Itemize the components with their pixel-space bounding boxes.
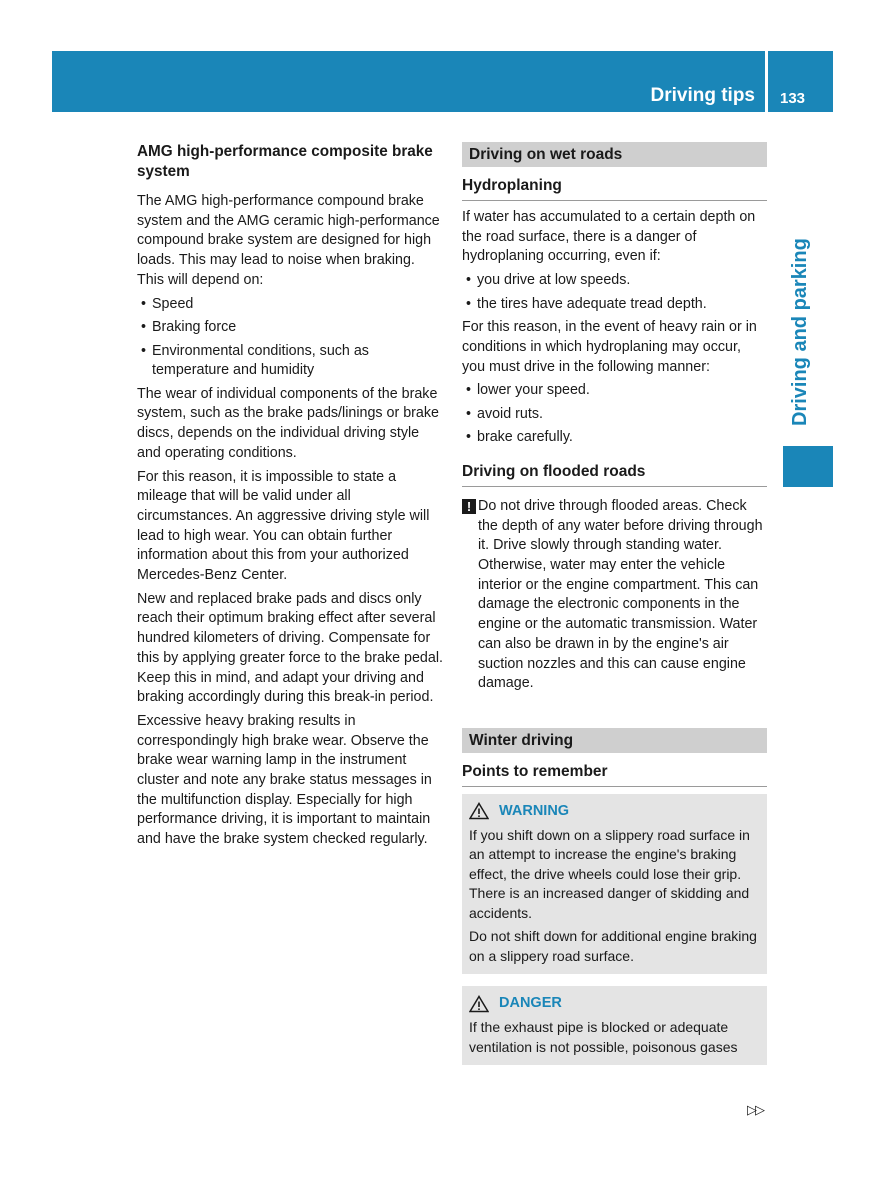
- paragraph: New and replaced brake pads and discs only reach their optimum braking effect after several hundred kilometers of driving. Compensate for this by applying greater force to the brake pedal. Keep this in mind, and adapt your driving and braking accordingly during this break-in period.: [137, 590, 443, 706]
- paragraph: Excessive heavy braking results in correspondingly high brake wear. Observe the brake wear warning lamp in the instrument cluster and note any brake status messages in the multifunction display. Especially for high performance driving, it is important to maintain and have the brake system checked regularly.: [137, 712, 432, 848]
- warning-label: WARNING: [499, 802, 570, 819]
- list-item: • Speed: [137, 295, 443, 315]
- warning-title: [469, 802, 760, 821]
- section-bar-winter-driving: Winter driving: [462, 728, 767, 753]
- danger-box: [462, 986, 767, 1065]
- paragraph: Do not shift down for additional engine braking on a slippery road surface.: [469, 928, 757, 964]
- list-item: • the tires have adequate tread depth.: [462, 295, 767, 315]
- left-column: [137, 142, 443, 854]
- paragraph: If the exhaust pipe is blocked or adequate ventilation is not possible, poisonous gases: [469, 1019, 738, 1055]
- note-text: Do not drive through flooded areas. Check the depth of any water before driving through it. Drive slowly through standing water. Otherwise, water may enter the vehicle interior or the engine compartment. This can damage the electronic components in the engine or the automatic transmission. Water can also be drawn in by the engine's air suction nozzles and this can cause engine damage.: [478, 497, 763, 692]
- header-bar: [52, 51, 765, 112]
- paragraph: The AMG high-performance compound brake system and the AMG ceramic high-performance compound brake system are designed for high loads. This may lead to noise when braking. This will depend on:: [137, 193, 440, 288]
- list-item: • lower your speed.: [462, 381, 767, 401]
- list-item: • Environmental conditions, such as temperature and humidity: [137, 342, 443, 381]
- section-bar-wet-roads: Driving on wet roads: [462, 142, 767, 167]
- subheading-flooded-roads: Driving on flooded roads: [462, 462, 767, 487]
- right-column: [462, 142, 767, 1065]
- list-item: • you drive at low speeds.: [462, 271, 767, 291]
- paragraph: For this reason, it is impossible to state a mileage that will be valid under all circumstances. An aggressive driving style will lead to high wear. You can obtain further information about this from your authorized Mercedes-Benz Center.: [137, 468, 430, 584]
- subheading-points-to-remember: Points to remember: [462, 762, 767, 787]
- list-item: • Braking force: [137, 318, 443, 338]
- warning-box: [462, 794, 767, 975]
- caution-note: [462, 497, 767, 694]
- side-tab-marker: [783, 446, 833, 487]
- list-item: • brake carefully.: [462, 428, 767, 448]
- page-number: 133: [780, 90, 806, 107]
- page-title: Driving tips: [650, 85, 755, 106]
- warning-triangle-icon: [469, 802, 489, 820]
- paragraph: If water has accumulated to a certain depth on the road surface, there is a danger of hydroplaning occurring, even if:: [462, 209, 756, 265]
- side-tab-label: Driving and parking: [789, 238, 811, 426]
- paragraph: If you shift down on a slippery road surface in an attempt to increase the engine's braking effect, the drive wheels could lose their grip. There is an increased danger of skidding and accidents.: [469, 826, 750, 921]
- danger-title: [469, 994, 760, 1013]
- section-heading: AMG high-performance composite brake system: [137, 143, 433, 180]
- subheading-hydroplaning: Hydroplaning: [462, 176, 767, 201]
- page-number-box: [768, 51, 833, 112]
- list-item: • avoid ruts.: [462, 405, 767, 425]
- paragraph: The wear of individual components of the brake system, such as the brake pads/linings or brake discs, depends on the individual driving style and operating conditions.: [137, 385, 439, 461]
- danger-label: DANGER: [499, 995, 562, 1012]
- exclamation-icon: !: [462, 499, 476, 514]
- continue-arrow-icon: ▷▷: [747, 1102, 763, 1117]
- danger-triangle-icon: [469, 995, 489, 1013]
- paragraph: For this reason, in the event of heavy rain or in conditions in which hydroplaning may occur, you must drive in the following manner:: [462, 319, 757, 375]
